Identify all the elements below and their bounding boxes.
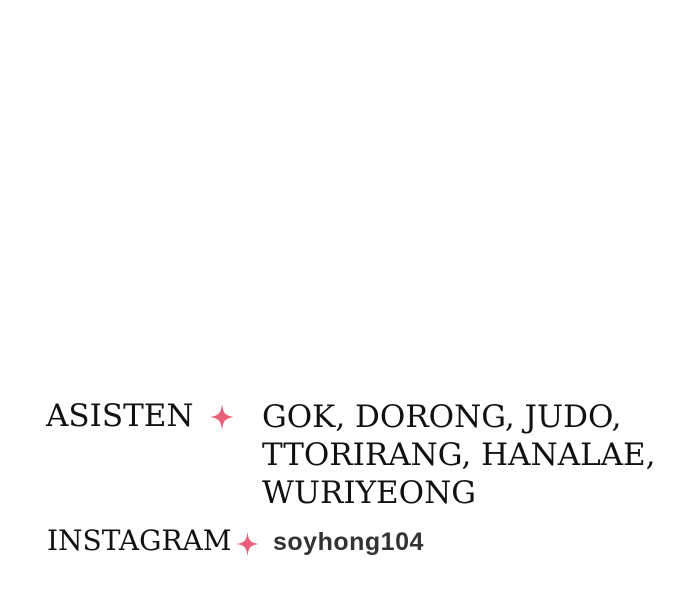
assistant-label: ASISTEN — [46, 398, 194, 434]
assistant-names-line: GOK, DORONG, JUDO, — [262, 399, 622, 435]
assistant-names-line: TTORIRANG, HANALAE, — [262, 437, 656, 473]
instagram-label: INSTAGRAM — [47, 524, 232, 557]
assistant-names-line: WURIYEONG — [262, 475, 476, 511]
sparkle-icon — [236, 532, 259, 556]
instagram-handle: soyhong104 — [273, 528, 424, 556]
sparkle-icon — [210, 404, 234, 430]
assistant-names — [262, 398, 656, 512]
